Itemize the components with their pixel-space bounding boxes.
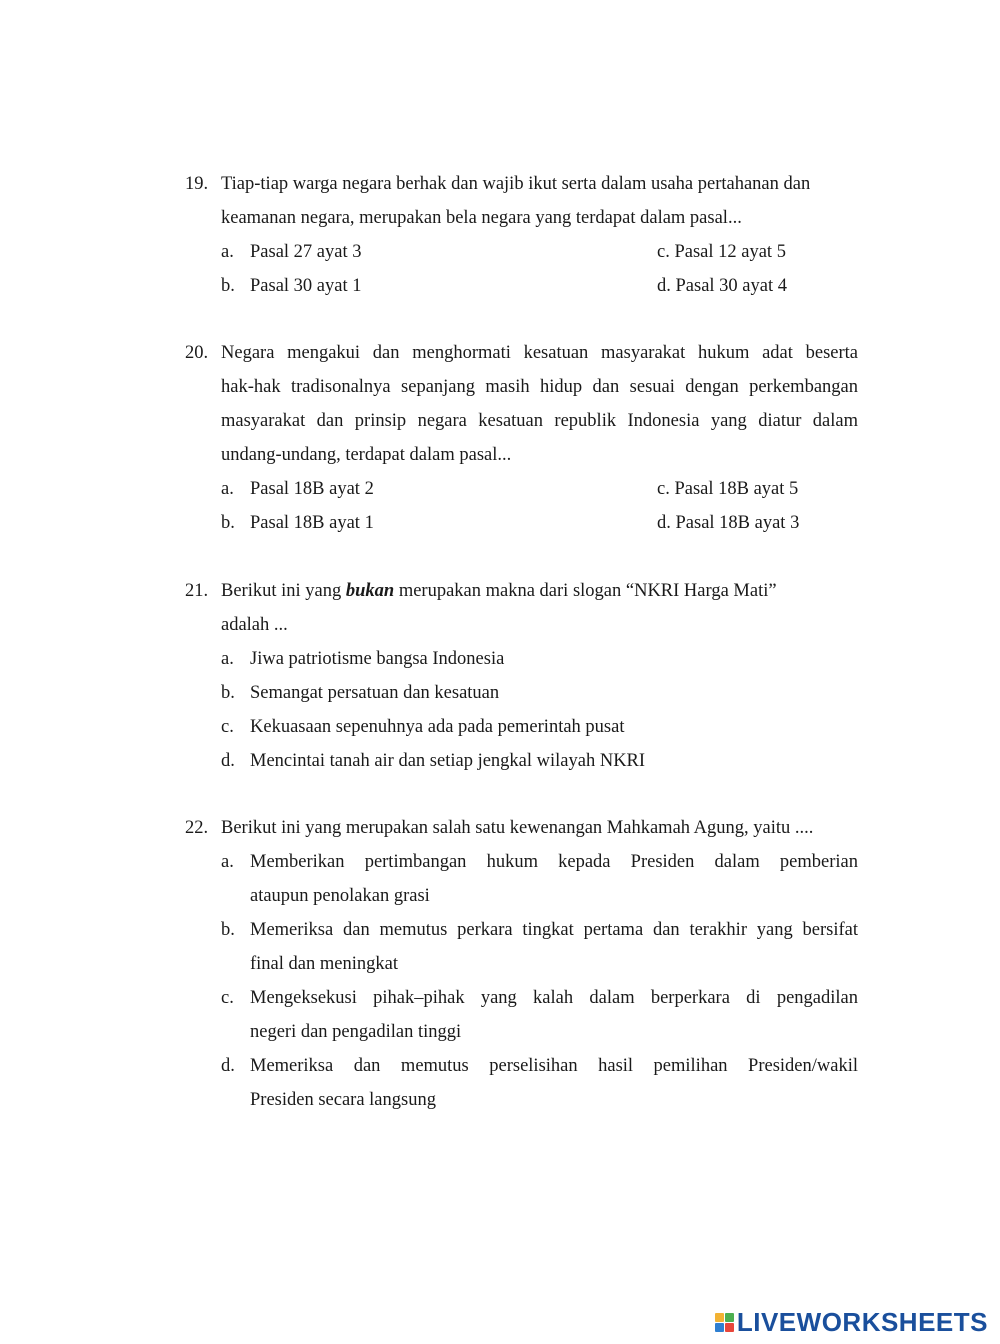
- option-c[interactable]: c. Pasal 18B ayat 5: [657, 479, 799, 499]
- option-line: Presiden secara langsung: [250, 1090, 436, 1110]
- logo-mark-icon: [715, 1313, 734, 1332]
- stem-line: Negara mengakui dan menghormati kesatuan masyarakat hukum adat beserta: [221, 343, 858, 363]
- option-text: Mencintai tanah air dan setiap jengkal wilayah NKRI: [250, 751, 646, 771]
- stem-text: merupakan makna dari slogan “NKRI Harga Mati”: [394, 581, 777, 601]
- question-stem: [221, 336, 858, 472]
- liveworksheets-logo: [715, 1307, 988, 1338]
- logo-square: [715, 1323, 724, 1332]
- option-text: Jiwa patriotisme bangsa Indonesia: [250, 649, 505, 669]
- option-text: Pasal 18B ayat 2: [250, 479, 374, 499]
- option-letter: a.: [221, 649, 234, 669]
- option-letter: b.: [221, 513, 235, 533]
- question-22: [185, 811, 858, 1117]
- option-line: Memeriksa dan memutus perkara tingkat pertama dan terakhir yang bersifat: [250, 920, 858, 940]
- option-c[interactable]: [221, 981, 858, 1049]
- option-line: ataupun penolakan grasi: [250, 886, 430, 906]
- option-text: [250, 913, 858, 981]
- stem-line: masyarakat dan prinsip negara kesatuan republik Indonesia yang diatur dalam: [221, 411, 858, 431]
- option-letter: a.: [221, 479, 234, 499]
- stem-line: undang-undang, terdapat dalam pasal...: [221, 445, 512, 465]
- option-text: [250, 845, 858, 913]
- option-grid: [221, 235, 858, 303]
- option-line: final dan meningkat: [250, 954, 398, 974]
- question-number: 20.: [185, 343, 209, 363]
- option-text: [250, 1049, 858, 1117]
- option-line: Memeriksa dan memutus perselisihan hasil pemilihan Presiden/wakil: [250, 1056, 858, 1076]
- question-number: 21.: [185, 581, 209, 601]
- option-text: [250, 981, 858, 1049]
- option-letter: a.: [221, 852, 234, 872]
- stem-line: [221, 574, 858, 608]
- question-20: [185, 336, 858, 540]
- option-letter: b.: [221, 276, 235, 296]
- stem-line: hak-hak tradisonalnya sepanjang masih hidup dan sesuai dengan perkembangan: [221, 377, 858, 397]
- question-stem: [221, 811, 858, 845]
- logo-text: LIVEWORKSHEETS: [736, 1307, 988, 1337]
- question-number: 22.: [185, 818, 209, 838]
- question-number: 19.: [185, 174, 209, 194]
- option-text: Semangat persatuan dan kesatuan: [250, 683, 500, 703]
- option-d[interactable]: [221, 1049, 858, 1117]
- option-letter: d.: [221, 1056, 235, 1076]
- emphasis-text: bukan: [345, 581, 395, 601]
- logo-square: [725, 1313, 734, 1322]
- option-grid: [221, 472, 858, 540]
- question-19: [185, 167, 858, 303]
- option-c[interactable]: c. Pasal 12 ayat 5: [657, 242, 786, 262]
- option-list: [221, 642, 858, 778]
- stem-line: adalah ...: [221, 615, 288, 635]
- question-stem: [221, 167, 858, 235]
- option-line: Mengeksekusi pihak–pihak yang kalah dalam berperkara di pengadilan: [250, 988, 858, 1008]
- option-letter: c.: [221, 717, 234, 737]
- option-text: Pasal 18B ayat 1: [250, 513, 374, 533]
- option-letter: b.: [221, 683, 235, 703]
- option-letter: d.: [221, 751, 235, 771]
- logo-square: [725, 1323, 734, 1332]
- option-a[interactable]: [221, 845, 858, 913]
- option-d[interactable]: d. Pasal 30 ayat 4: [657, 276, 787, 296]
- stem-line: Tiap-tiap warga negara berhak dan wajib ikut serta dalam usaha pertahanan dan: [221, 174, 811, 194]
- option-letter: c.: [221, 988, 234, 1008]
- question-stem: [221, 574, 858, 642]
- option-b[interactable]: [221, 676, 858, 710]
- option-text: Pasal 27 ayat 3: [250, 242, 362, 262]
- logo-square: [715, 1313, 724, 1322]
- option-text: Kekuasaan sepenuhnya ada pada pemerintah pusat: [250, 717, 625, 737]
- question-21: [185, 574, 858, 778]
- option-d[interactable]: d. Pasal 18B ayat 3: [657, 513, 800, 533]
- option-b[interactable]: [221, 913, 858, 981]
- option-letter: b.: [221, 920, 235, 940]
- option-line: negeri dan pengadilan tinggi: [250, 1022, 462, 1042]
- option-text: Pasal 30 ayat 1: [250, 276, 362, 296]
- option-a[interactable]: [221, 642, 858, 676]
- stem-text: Berikut ini yang: [221, 581, 346, 601]
- stem-line: Berikut ini yang merupakan salah satu kewenangan Mahkamah Agung, yaitu ....: [221, 818, 814, 838]
- option-d[interactable]: [221, 744, 858, 778]
- stem-line: keamanan negara, merupakan bela negara yang terdapat dalam pasal...: [221, 208, 742, 228]
- option-list: [221, 845, 858, 1117]
- option-c[interactable]: [221, 710, 858, 744]
- option-line: Memberikan pertimbangan hukum kepada Presiden dalam pemberian: [250, 852, 858, 872]
- option-letter: a.: [221, 242, 234, 262]
